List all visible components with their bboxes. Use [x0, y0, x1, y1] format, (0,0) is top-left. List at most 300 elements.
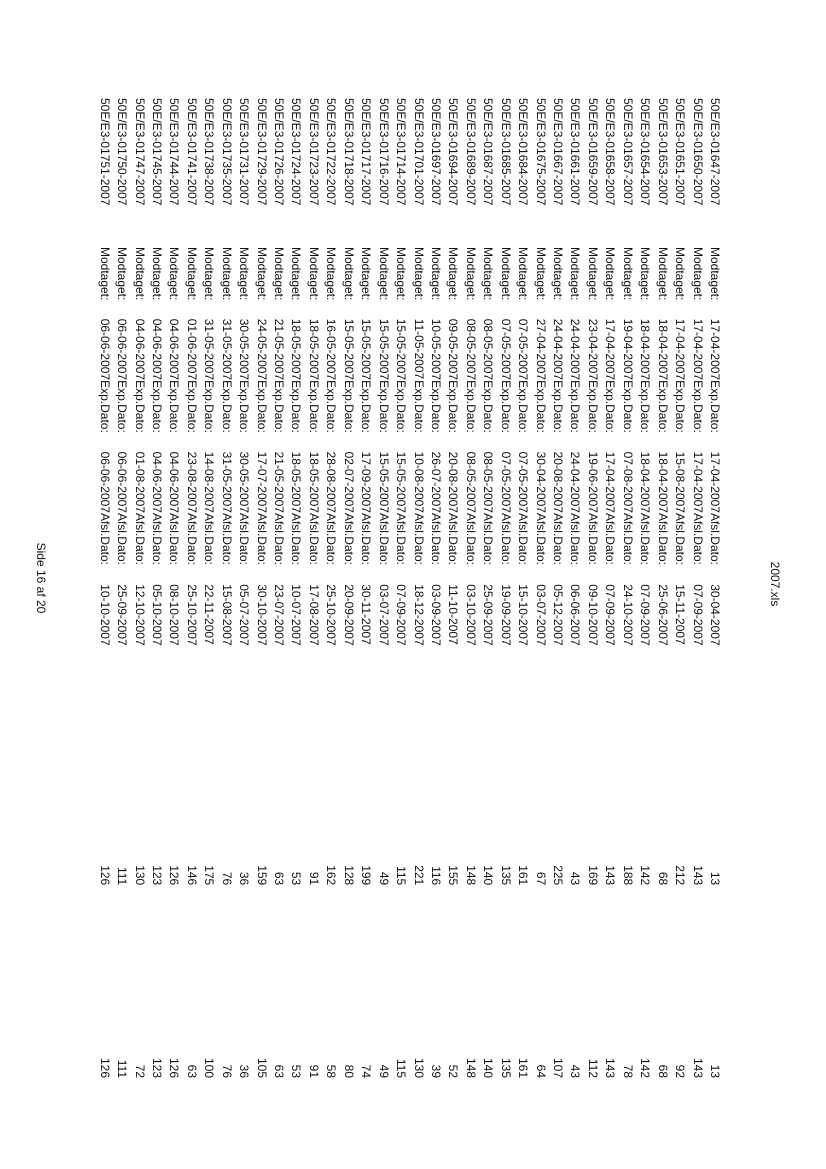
received-label-cell: Modtaget:: [184, 246, 199, 301]
received-date-cell: 07-05-2007: [516, 318, 531, 381]
exp-date-cell: 31-05-2007: [219, 451, 234, 513]
closed-date-cell: 08-10-2007: [167, 584, 182, 646]
table-row: [479, 98, 496, 1078]
total-days-cell: 146: [184, 865, 199, 886]
total-days-cell: 63: [272, 871, 287, 886]
table-row: [270, 98, 287, 1078]
exp-date-cell: 20-08-2007: [446, 451, 461, 513]
table-row: [514, 98, 531, 1078]
closed-label-cell: Afsl.Dato:: [97, 512, 112, 565]
closed-date-cell: 17-08-2007: [306, 584, 321, 646]
table-row: [200, 98, 217, 1078]
case-id-cell: 50E/E3-01738-2007: [202, 98, 217, 206]
closed-date-cell: 20-09-2007: [341, 584, 356, 646]
closed-label-cell: Afsl.Dato:: [690, 512, 705, 565]
received-label-cell: Modtaget:: [394, 246, 409, 301]
exp-date-cell: 17-09-2007: [359, 451, 374, 513]
exp-label-cell: Exp.Dato:: [708, 380, 722, 433]
received-date-cell: 24-05-2007: [254, 318, 269, 381]
table-row: [113, 98, 130, 1078]
exp-date-cell: 08-05-2007: [481, 451, 496, 513]
page-footer-number: Side 16 af 20: [34, 542, 48, 614]
table-row: [182, 98, 199, 1078]
received-date-cell: 07-05-2007: [498, 318, 513, 381]
closed-date-cell: 15-11-2007: [673, 584, 688, 645]
processing-days-cell: 111: [115, 1059, 130, 1078]
total-days-cell: 225: [551, 865, 566, 886]
total-days-cell: 36: [237, 871, 252, 886]
exp-date-cell: 30-05-2007: [237, 451, 252, 513]
table-row: [217, 98, 234, 1078]
table-row: [584, 98, 601, 1078]
table-row: [148, 98, 165, 1078]
closed-date-cell: 15-08-2007: [219, 584, 234, 646]
received-date-cell: 15-05-2007: [341, 318, 356, 381]
received-date-cell: 21-05-2007: [272, 318, 287, 381]
closed-date-cell: 06-06-2007: [568, 584, 583, 646]
exp-label-cell: Exp.Dato:: [184, 380, 199, 433]
table-row: [496, 98, 513, 1078]
table-row: [427, 98, 444, 1078]
exp-date-cell: 02-07-2007: [341, 451, 356, 513]
table-row: [287, 98, 304, 1078]
total-days-cell: 175: [202, 865, 217, 886]
total-days-cell: 116: [429, 866, 443, 886]
processing-days-cell: 91: [306, 1064, 321, 1078]
closed-label-cell: Afsl.Dato:: [620, 512, 635, 565]
processing-days-cell: 142: [638, 1057, 653, 1078]
processing-days-cell: 123: [150, 1057, 164, 1078]
exp-label-cell: Exp.Dato:: [219, 380, 234, 433]
closed-label-cell: Afsl.Dato:: [202, 512, 217, 565]
exp-label-cell: Exp.Dato:: [498, 380, 513, 433]
exp-date-cell: 21-05-2007: [272, 451, 287, 513]
table-row: [235, 98, 252, 1078]
received-date-cell: 17-04-2007: [690, 318, 705, 381]
received-date-cell: 08-05-2007: [481, 318, 496, 381]
received-label-cell: Modtaget:: [167, 246, 182, 301]
received-label-cell: Modtaget:: [516, 246, 531, 301]
case-id-cell: 50E/E3-01684-2007: [516, 98, 531, 206]
exp-date-cell: 18-05-2007: [306, 451, 321, 513]
received-label-cell: Modtaget:: [115, 246, 130, 301]
exp-label-cell: Exp.Dato:: [359, 380, 374, 433]
exp-date-cell: 17-04-2007: [708, 451, 722, 513]
processing-days-cell: 43: [568, 1064, 583, 1078]
received-label-cell: Modtaget:: [359, 246, 374, 301]
case-rows: [95, 98, 723, 1078]
closed-date-cell: 05-10-2007: [150, 584, 164, 646]
table-row: [339, 98, 356, 1078]
exp-label-cell: Exp.Dato:: [115, 380, 130, 433]
case-id-cell: 50E/E3-01714-2007: [394, 98, 409, 206]
closed-label-cell: Afsl.Dato:: [359, 512, 374, 565]
case-id-cell: 50E/E3-01694-2007: [446, 98, 461, 206]
received-label-cell: Modtaget:: [272, 246, 287, 301]
processing-days-cell: 76: [219, 1064, 234, 1078]
table-row: [252, 98, 269, 1078]
closed-label-cell: Afsl.Dato:: [708, 512, 722, 565]
case-id-cell: 50E/E3-01724-2007: [289, 98, 304, 206]
exp-label-cell: Exp.Dato:: [306, 380, 321, 433]
closed-label-cell: Afsl.Dato:: [394, 512, 409, 565]
closed-date-cell: 09-10-2007: [585, 584, 600, 646]
received-date-cell: 18-05-2007: [289, 318, 304, 381]
total-days-cell: 169: [585, 865, 600, 886]
closed-date-cell: 30-04-2007: [708, 584, 722, 646]
received-label-cell: Modtaget:: [585, 246, 600, 301]
exp-label-cell: Exp.Dato:: [655, 380, 670, 433]
case-id-cell: 50E/E3-01689-2007: [463, 98, 478, 206]
processing-days-cell: 36: [237, 1064, 252, 1078]
processing-days-cell: 105: [254, 1057, 269, 1078]
processing-days-cell: 107: [551, 1057, 566, 1078]
exp-label-cell: Exp.Dato:: [132, 380, 147, 433]
exp-date-cell: 07-05-2007: [498, 451, 513, 513]
received-date-cell: 17-04-2007: [708, 318, 722, 381]
closed-date-cell: 22-11-2007: [202, 584, 217, 645]
closed-label-cell: Afsl.Dato:: [167, 512, 182, 565]
closed-date-cell: 11-10-2007: [446, 584, 461, 645]
case-id-cell: 50E/E3-01687-2007: [481, 98, 496, 206]
received-date-cell: 16-05-2007: [324, 318, 339, 381]
processing-days-cell: 126: [167, 1057, 182, 1078]
case-id-cell: 50E/E3-01716-2007: [376, 98, 391, 206]
received-label-cell: Modtaget:: [551, 246, 566, 301]
closed-date-cell: 05-07-2007: [237, 584, 252, 646]
total-days-cell: 155: [446, 865, 461, 886]
total-days-cell: 143: [690, 865, 705, 886]
closed-label-cell: Afsl.Dato:: [237, 512, 252, 565]
exp-label-cell: Exp.Dato:: [446, 380, 461, 433]
table-row: [409, 98, 426, 1078]
received-label-cell: Modtaget:: [306, 246, 321, 301]
closed-label-cell: Afsl.Dato:: [272, 512, 287, 565]
closed-date-cell: 07-09-2007: [394, 584, 409, 646]
exp-label-cell: Exp.Dato:: [603, 380, 618, 433]
received-label-cell: Modtaget:: [708, 246, 722, 301]
received-label-cell: Modtaget:: [620, 246, 635, 301]
received-date-cell: 17-04-2007: [603, 318, 618, 381]
processing-days-cell: 58: [324, 1064, 339, 1078]
exp-date-cell: 17-04-2007: [603, 451, 618, 513]
closed-date-cell: 18-12-2007: [411, 584, 426, 646]
received-date-cell: 30-05-2007: [237, 318, 252, 381]
processing-days-cell: 53: [289, 1064, 304, 1078]
exp-label-cell: Exp.Dato:: [551, 380, 566, 433]
case-table: [95, 98, 723, 1078]
table-row: [549, 98, 566, 1078]
exp-date-cell: 07-05-2007: [516, 451, 531, 513]
exp-label-cell: Exp.Dato:: [376, 380, 391, 433]
processing-days-cell: 49: [376, 1064, 391, 1078]
received-date-cell: 31-05-2007: [202, 318, 217, 381]
table-row: [374, 98, 391, 1078]
total-days-cell: 159: [254, 865, 269, 886]
closed-label-cell: Afsl.Dato:: [115, 512, 130, 565]
case-id-cell: 50E/E3-01697-2007: [429, 98, 443, 206]
total-days-cell: 67: [533, 871, 548, 886]
processing-days-cell: 64: [533, 1064, 548, 1078]
received-date-cell: 11-05-2007: [411, 318, 426, 380]
total-days-cell: 212: [673, 865, 688, 886]
page-header-filename: 2007.xls: [768, 561, 782, 607]
received-date-cell: 06-06-2007: [115, 318, 130, 381]
exp-label-cell: Exp.Dato:: [638, 380, 653, 433]
received-date-cell: 31-05-2007: [219, 318, 234, 381]
case-id-cell: 50E/E3-01659-2007: [585, 98, 600, 206]
received-date-cell: 04-06-2007: [167, 318, 182, 381]
received-label-cell: Modtaget:: [150, 246, 164, 301]
case-id-cell: 50E/E3-01722-2007: [324, 98, 339, 206]
exp-date-cell: 23-08-2007: [184, 451, 199, 513]
total-days-cell: 130: [132, 865, 147, 886]
processing-days-cell: 52: [446, 1064, 461, 1078]
received-label-cell: Modtaget:: [463, 246, 478, 301]
total-days-cell: 188: [620, 865, 635, 886]
case-id-cell: 50E/E3-01729-2007: [254, 98, 269, 206]
exp-date-cell: 06-06-2007: [115, 451, 130, 513]
received-label-cell: Modtaget:: [376, 246, 391, 301]
closed-label-cell: Afsl.Dato:: [673, 512, 688, 565]
closed-date-cell: 25-10-2007: [184, 584, 199, 646]
table-row: [706, 98, 723, 1078]
table-row: [95, 98, 112, 1078]
received-label-cell: Modtaget:: [237, 246, 252, 301]
case-id-cell: 50E/E3-01735-2007: [219, 98, 234, 206]
exp-date-cell: 15-05-2007: [376, 451, 391, 513]
closed-label-cell: Afsl.Dato:: [498, 512, 513, 565]
closed-label-cell: Afsl.Dato:: [341, 512, 356, 565]
exp-date-cell: 04-06-2007: [150, 451, 164, 513]
case-id-cell: 50E/E3-01685-2007: [498, 98, 513, 206]
received-date-cell: 24-04-2007: [568, 318, 583, 381]
exp-date-cell: 01-08-2007: [132, 451, 147, 513]
received-label-cell: Modtaget:: [673, 246, 688, 301]
processing-days-cell: 143: [690, 1057, 705, 1078]
exp-label-cell: Exp.Dato:: [481, 380, 496, 433]
case-id-cell: 50E/E3-01701-2007: [411, 98, 426, 206]
case-id-cell: 50E/E3-01750-2007: [115, 98, 130, 206]
closed-label-cell: Afsl.Dato:: [324, 512, 339, 565]
exp-label-cell: Exp.Dato:: [533, 380, 548, 433]
case-id-cell: 50E/E3-01661-2007: [568, 98, 583, 206]
exp-label-cell: Exp.Dato:: [394, 380, 409, 433]
closed-label-cell: Afsl.Dato:: [481, 512, 496, 565]
closed-date-cell: 19-09-2007: [498, 584, 513, 646]
table-row: [322, 98, 339, 1078]
exp-label-cell: Exp.Dato:: [272, 380, 287, 433]
closed-label-cell: Afsl.Dato:: [411, 512, 426, 565]
received-date-cell: 04-06-2007: [132, 318, 147, 381]
received-date-cell: 04-06-2007: [150, 318, 164, 381]
table-row: [444, 98, 461, 1078]
exp-date-cell: 17-07-2007: [254, 451, 269, 513]
received-label-cell: Modtaget:: [411, 246, 426, 301]
exp-date-cell: 20-08-2007: [551, 451, 566, 513]
case-id-cell: 50E/E3-01731-2007: [237, 98, 252, 206]
closed-label-cell: Afsl.Dato:: [376, 512, 391, 565]
table-row: [357, 98, 374, 1078]
total-days-cell: 161: [516, 865, 531, 886]
total-days-cell: 135: [498, 865, 513, 886]
table-row: [671, 98, 688, 1078]
received-label-cell: Modtaget:: [219, 246, 234, 301]
received-date-cell: 19-04-2007: [620, 318, 635, 381]
table-row: [130, 98, 147, 1078]
closed-date-cell: 03-07-2007: [376, 584, 391, 646]
exp-date-cell: 06-06-2007: [97, 451, 112, 513]
closed-label-cell: Afsl.Dato:: [429, 512, 443, 565]
total-days-cell: 221: [411, 865, 426, 886]
received-label-cell: Modtaget:: [638, 246, 653, 301]
closed-date-cell: 30-11-2007: [359, 584, 374, 645]
closed-date-cell: 03-07-2007: [533, 584, 548, 646]
processing-days-cell: 72: [132, 1064, 147, 1078]
closed-date-cell: 25-09-2007: [115, 584, 130, 646]
closed-label-cell: Afsl.Dato:: [463, 512, 478, 565]
closed-date-cell: 25-09-2007: [481, 584, 496, 646]
closed-label-cell: Afsl.Dato:: [184, 512, 199, 565]
received-label-cell: Modtaget:: [446, 246, 461, 301]
table-row: [636, 98, 653, 1078]
case-id-cell: 50E/E3-01675-2007: [533, 98, 548, 206]
total-days-cell: 123: [150, 865, 164, 886]
closed-label-cell: Afsl.Dato:: [219, 512, 234, 565]
exp-date-cell: 18-04-2007: [655, 451, 670, 513]
closed-date-cell: 25-06-2007: [655, 584, 670, 646]
closed-date-cell: 10-10-2007: [97, 584, 112, 646]
table-row: [601, 98, 618, 1078]
exp-date-cell: 10-08-2007: [411, 451, 426, 513]
case-id-cell: 50E/E3-01654-2007: [638, 98, 653, 206]
received-label-cell: Modtaget:: [533, 246, 548, 301]
exp-label-cell: Exp.Dato:: [254, 380, 269, 433]
exp-date-cell: 15-05-2007: [394, 451, 409, 513]
received-date-cell: 15-05-2007: [394, 318, 409, 381]
exp-label-cell: Exp.Dato:: [324, 380, 339, 433]
exp-label-cell: Exp.Dato:: [167, 380, 182, 433]
total-days-cell: 13: [708, 871, 722, 886]
processing-days-cell: 74: [359, 1064, 374, 1078]
processing-days-cell: 143: [603, 1057, 618, 1078]
exp-date-cell: 24-04-2007: [568, 451, 583, 513]
processing-days-cell: 63: [184, 1064, 199, 1078]
received-date-cell: 23-04-2007: [585, 318, 600, 381]
processing-days-cell: 148: [463, 1057, 478, 1078]
exp-date-cell: 14-08-2007: [202, 451, 217, 513]
case-id-cell: 50E/E3-01717-2007: [359, 98, 374, 206]
table-row: [461, 98, 478, 1078]
total-days-cell: 76: [219, 871, 234, 886]
exp-date-cell: 18-05-2007: [289, 451, 304, 513]
exp-date-cell: 08-05-2007: [463, 451, 478, 513]
closed-date-cell: 03-10-2007: [463, 584, 478, 646]
case-id-cell: 50E/E3-01741-2007: [184, 98, 199, 206]
received-label-cell: Modtaget:: [341, 246, 356, 301]
processing-days-cell: 63: [272, 1064, 287, 1078]
table-row: [566, 98, 583, 1078]
exp-date-cell: 26-07-2007: [429, 451, 443, 513]
exp-date-cell: 15-08-2007: [673, 451, 688, 513]
received-date-cell: 15-05-2007: [359, 318, 374, 381]
closed-date-cell: 24-10-2007: [620, 584, 635, 646]
received-date-cell: 18-05-2007: [306, 318, 321, 381]
total-days-cell: 148: [463, 865, 478, 886]
received-label-cell: Modtaget:: [202, 246, 217, 301]
received-label-cell: Modtaget:: [97, 246, 112, 301]
closed-label-cell: Afsl.Dato:: [638, 512, 653, 565]
total-days-cell: 53: [289, 871, 304, 886]
exp-label-cell: Exp.Dato:: [341, 380, 356, 433]
closed-label-cell: Afsl.Dato:: [306, 512, 321, 565]
received-date-cell: 15-05-2007: [376, 318, 391, 381]
exp-label-cell: Exp.Dato:: [202, 380, 217, 433]
table-row: [653, 98, 670, 1078]
received-date-cell: 18-04-2007: [655, 318, 670, 381]
closed-label-cell: Afsl.Dato:: [585, 512, 600, 565]
case-id-cell: 50E/E3-01745-2007: [150, 98, 164, 206]
processing-days-cell: 135: [498, 1057, 513, 1078]
closed-date-cell: 07-09-2007: [638, 584, 653, 646]
received-date-cell: 06-06-2007: [97, 318, 112, 381]
exp-label-cell: Exp.Dato:: [673, 380, 688, 433]
total-days-cell: 143: [603, 865, 618, 886]
closed-label-cell: Afsl.Dato:: [289, 512, 304, 565]
table-row: [392, 98, 409, 1078]
exp-date-cell: 07-08-2007: [620, 451, 635, 513]
received-label-cell: Modtaget:: [603, 246, 618, 301]
exp-date-cell: 04-06-2007: [167, 451, 182, 513]
received-date-cell: 10-05-2007: [429, 318, 443, 381]
received-date-cell: 18-04-2007: [638, 318, 653, 381]
exp-label-cell: Exp.Dato:: [516, 380, 531, 433]
total-days-cell: 49: [376, 871, 391, 886]
received-label-cell: Modtaget:: [498, 246, 513, 301]
received-label-cell: Modtaget:: [429, 246, 443, 301]
received-date-cell: 17-04-2007: [673, 318, 688, 381]
processing-days-cell: 115: [394, 1058, 409, 1078]
case-id-cell: 50E/E3-01650-2007: [690, 98, 705, 206]
exp-date-cell: 18-04-2007: [638, 451, 653, 513]
closed-date-cell: 03-09-2007: [429, 584, 443, 646]
closed-label-cell: Afsl.Dato:: [254, 512, 269, 565]
closed-label-cell: Afsl.Dato:: [568, 512, 583, 565]
table-row: [165, 98, 182, 1078]
received-date-cell: 27-04-2007: [533, 318, 548, 381]
total-days-cell: 111: [115, 866, 130, 886]
total-days-cell: 126: [167, 865, 182, 886]
case-id-cell: 50E/E3-01726-2007: [272, 98, 287, 206]
exp-date-cell: 19-06-2007: [585, 451, 600, 513]
case-id-cell: 50E/E3-01653-2007: [655, 98, 670, 206]
total-days-cell: 91: [306, 871, 321, 886]
exp-label-cell: Exp.Dato:: [620, 380, 635, 433]
table-row: [618, 98, 635, 1078]
total-days-cell: 128: [341, 865, 356, 886]
total-days-cell: 162: [324, 865, 339, 886]
exp-label-cell: Exp.Dato:: [568, 380, 583, 433]
closed-date-cell: 07-09-2007: [603, 584, 618, 646]
spreadsheet-table-area: [97, 98, 723, 1078]
processing-days-cell: 140: [481, 1057, 496, 1078]
processing-days-cell: 78: [620, 1064, 635, 1078]
processing-days-cell: 92: [673, 1064, 688, 1078]
received-label-cell: Modtaget:: [568, 246, 583, 301]
closed-date-cell: 15-10-2007: [516, 584, 531, 646]
processing-days-cell: 39: [429, 1064, 443, 1078]
processing-days-cell: 80: [341, 1064, 356, 1078]
